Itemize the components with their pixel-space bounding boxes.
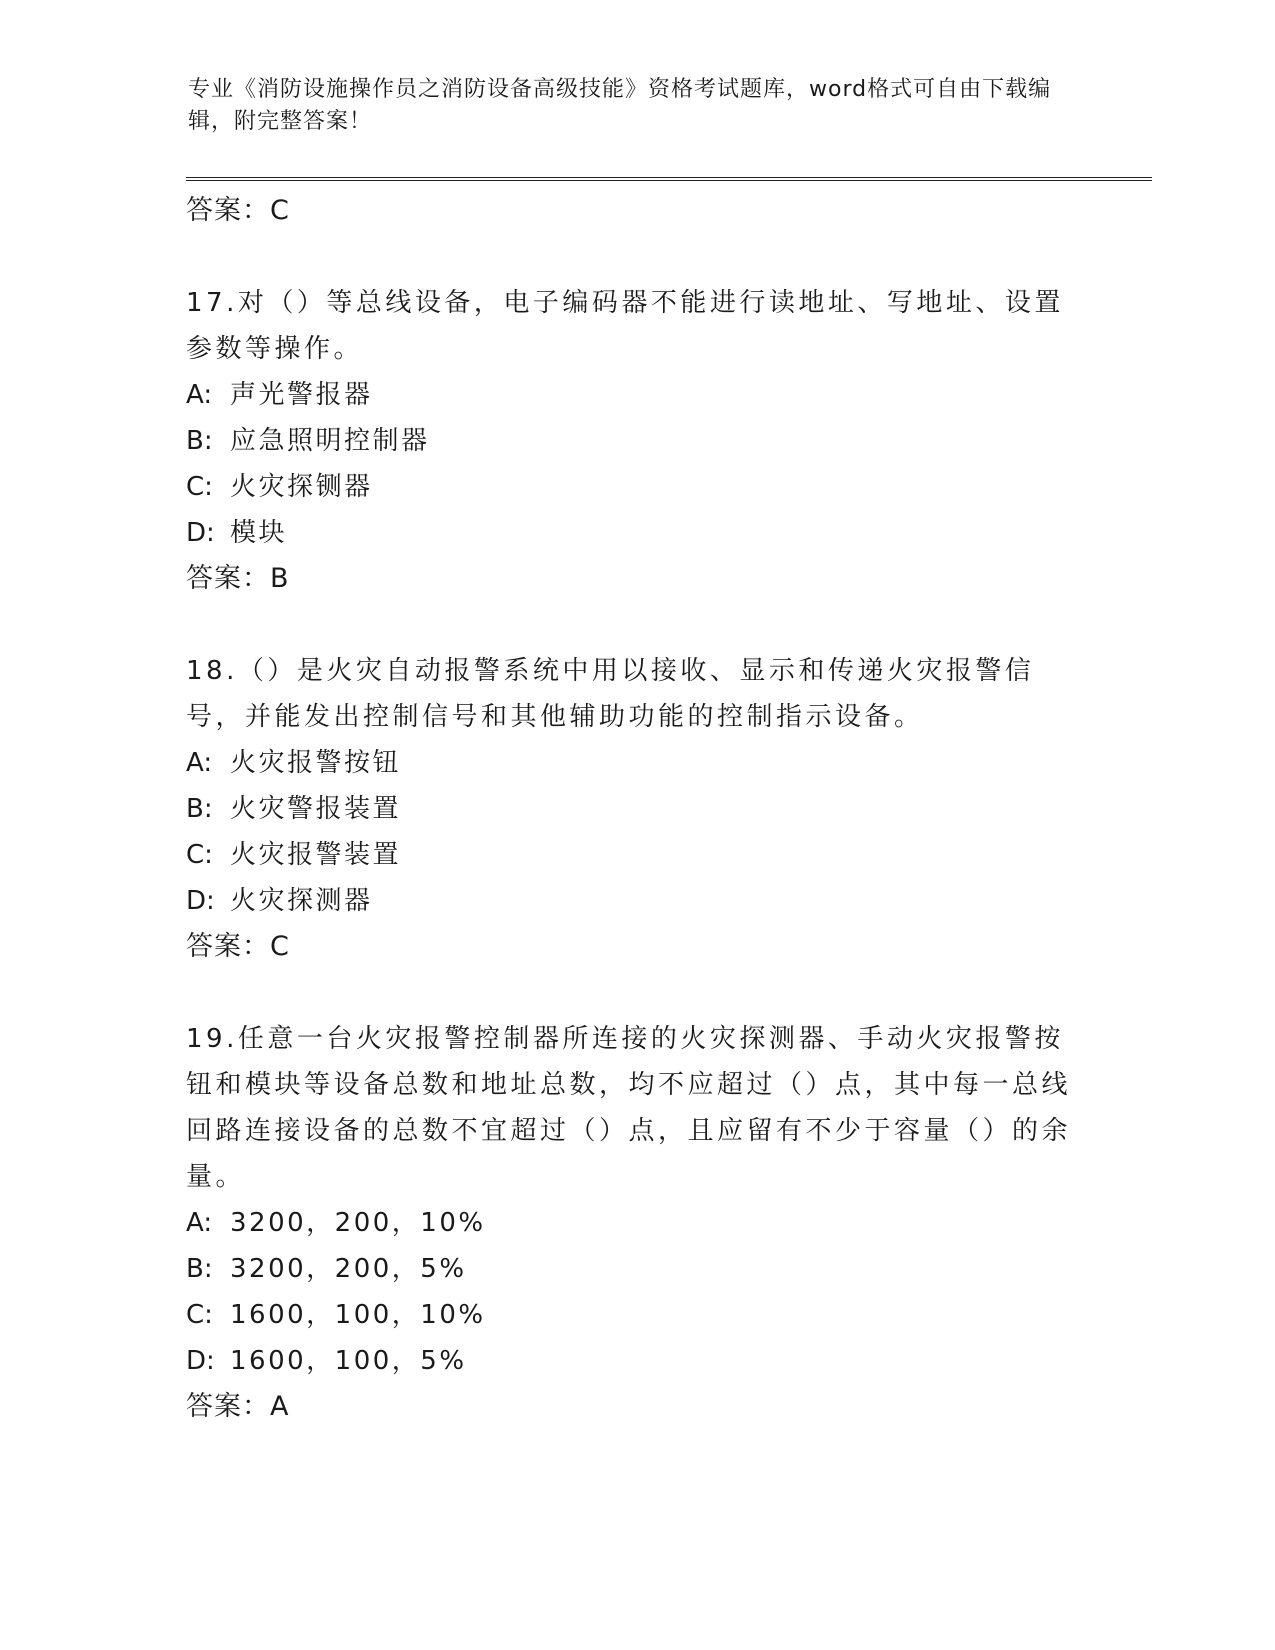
option-text: 声光警报器 xyxy=(230,380,373,410)
option-label: B: xyxy=(186,794,213,824)
option-text: 火灾报警按钮 xyxy=(230,748,402,778)
option-d xyxy=(186,510,1086,556)
option-text: 3200，200，10% xyxy=(230,1208,486,1238)
option-label: A: xyxy=(186,748,213,778)
option-text: 火灾探铡器 xyxy=(230,472,373,502)
option-label: D: xyxy=(186,1346,215,1376)
option-text: 应急照明控制器 xyxy=(230,426,430,456)
option-c xyxy=(186,1292,1086,1338)
option-label: D: xyxy=(186,518,215,548)
option-text: 火灾警报装置 xyxy=(230,794,402,824)
option-c xyxy=(186,832,1086,878)
document-header xyxy=(188,74,1068,138)
option-b xyxy=(186,1246,1086,1292)
answer-line: 答案：A xyxy=(186,1391,290,1422)
question-stem: 18.（）是火灾自动报警系统中用以接收、显示和传递火灾报警信号，并能发出控制信号和其他辅助功能的控制指示设备。 xyxy=(186,656,1035,732)
option-a xyxy=(186,740,1086,786)
option-label: C: xyxy=(186,472,213,502)
option-c xyxy=(186,464,1086,510)
spacer xyxy=(186,970,1086,1016)
option-label: C: xyxy=(186,840,213,870)
header-divider xyxy=(186,177,1152,181)
option-text: 火灾报警装置 xyxy=(230,840,402,870)
option-label: A: xyxy=(186,1208,213,1238)
option-label: C: xyxy=(186,1300,213,1330)
option-label: A: xyxy=(186,380,213,410)
question-stem: 17.对（）等总线设备，电子编码器不能进行读地址、写地址、设置参数等操作。 xyxy=(186,288,1064,364)
question-18 xyxy=(186,648,1086,970)
question-stem: 19.任意一台火灾报警控制器所连接的火灾探测器、手动火灾报警按钮和模块等设备总数和地址总数，均不应超过（）点，其中每一总线回路连接设备的总数不宜超过（）点，且应留有不少于容量（）的余量。 xyxy=(186,1024,1072,1192)
option-d xyxy=(186,1338,1086,1384)
header-text: 专业《消防设施操作员之消防设备高级技能》资格考试题库，word格式可自由下载编辑，附完整答案！ xyxy=(188,77,1052,134)
option-b xyxy=(186,418,1086,464)
option-label: B: xyxy=(186,1254,213,1284)
option-label: B: xyxy=(186,426,213,456)
option-text: 1600，100，10% xyxy=(230,1300,486,1330)
option-b xyxy=(186,786,1086,832)
answer-line: 答案：B xyxy=(186,563,290,594)
spacer xyxy=(186,234,1086,280)
answer-line: 答案：C xyxy=(186,195,290,226)
spacer xyxy=(186,602,1086,648)
option-text: 火灾探测器 xyxy=(230,886,373,916)
answer-line: 答案：C xyxy=(186,931,290,962)
option-text: 模块 xyxy=(230,518,288,548)
option-a xyxy=(186,1200,1086,1246)
option-text: 3200，200，5% xyxy=(230,1254,467,1284)
question-list xyxy=(186,188,1086,1430)
option-d xyxy=(186,878,1086,924)
option-a xyxy=(186,372,1086,418)
option-text: 1600，100，5% xyxy=(230,1346,467,1376)
question-19 xyxy=(186,1016,1086,1430)
option-label: D: xyxy=(186,886,215,916)
question-17 xyxy=(186,280,1086,602)
